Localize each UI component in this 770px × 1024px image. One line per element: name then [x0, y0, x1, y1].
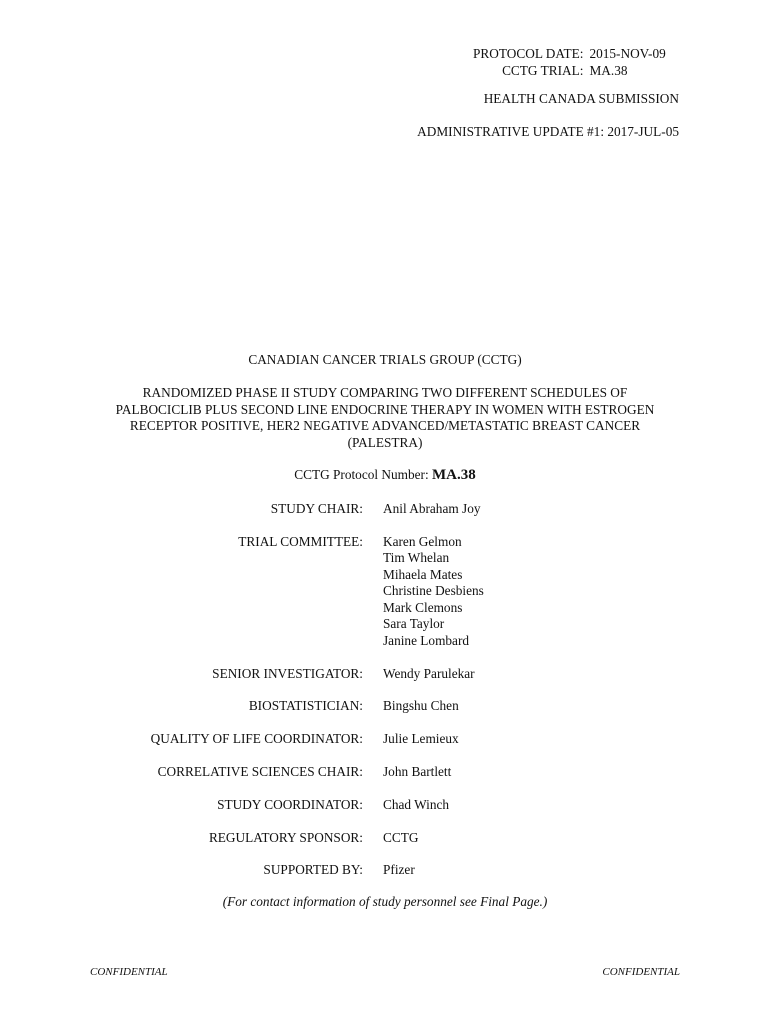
personnel-names — [383, 731, 459, 748]
personnel-row — [0, 666, 770, 683]
personnel-role: REGULATORY SPONSOR: — [208, 829, 363, 845]
personnel-name: Karen Gelmon — [383, 533, 462, 549]
personnel-row — [0, 698, 770, 715]
footer-confidential-left: CONFIDENTIAL — [90, 966, 168, 978]
personnel-row — [0, 731, 770, 748]
protocol-date-label: PROTOCOL DATE: — [473, 46, 584, 61]
personnel-name: Anil Abraham Joy — [383, 501, 481, 516]
personnel-name: Mark Clemons — [383, 599, 463, 615]
study-title-line: (PALESTRA) — [347, 434, 423, 450]
personnel-role: SENIOR INVESTIGATOR: — [212, 665, 363, 681]
personnel-row — [0, 533, 770, 648]
personnel-name: Pfizer — [383, 862, 415, 878]
personnel-name: Janine Lombard — [383, 632, 470, 648]
personnel-role: QUALITY OF LIFE COORDINATOR: — [150, 731, 363, 747]
personnel-name: Julie Lemieux — [383, 731, 459, 747]
protocol-date-value: 2015-NOV-09 — [589, 46, 666, 61]
personnel-names — [383, 764, 451, 781]
study-title-line: RECEPTOR POSITIVE, HER2 NEGATIVE ADVANCED/METASTATIC BREAST CANCER — [129, 418, 641, 433]
personnel-name: Christine Desbiens — [383, 583, 484, 599]
protocol-number-label: CCTG Protocol Number: — [294, 467, 429, 482]
personnel-row — [0, 501, 770, 518]
personnel-names — [383, 862, 415, 879]
contact-note: (For contact information of study personnel see Final Page.) — [222, 894, 548, 909]
personnel-names — [383, 501, 481, 518]
personnel-row — [0, 797, 770, 814]
personnel-role: SUPPORTED BY: — [263, 862, 363, 878]
protocol-date-row — [473, 46, 666, 63]
personnel-role: BIOSTATISTICIAN: — [248, 698, 363, 714]
personnel-name: CCTG — [383, 829, 419, 845]
personnel-role: CORRELATIVE SCIENCES CHAIR: — [157, 764, 363, 779]
personnel-names — [383, 698, 459, 715]
protocol-meta-table — [473, 46, 666, 79]
study-title — [95, 385, 675, 451]
submission-heading: HEALTH CANADA SUBMISSION — [483, 91, 679, 106]
personnel-row — [0, 764, 770, 781]
personnel-name: Sara Taylor — [383, 616, 445, 632]
personnel-names — [383, 534, 484, 650]
organization-name: CANADIAN CANCER TRIALS GROUP (CCTG) — [248, 352, 522, 367]
cctg-trial-value: MA.38 — [589, 62, 628, 78]
footer-confidential-right: CONFIDENTIAL — [602, 966, 680, 978]
personnel-names — [383, 797, 449, 814]
cctg-trial-label: CCTG TRIAL: — [502, 62, 584, 78]
cctg-trial-row — [473, 63, 666, 80]
personnel-name: Chad Winch — [383, 796, 450, 812]
protocol-number-value: MA.38 — [432, 467, 476, 483]
personnel-role: STUDY COORDINATOR: — [217, 796, 363, 812]
study-title-line: RANDOMIZED PHASE II STUDY COMPARING TWO DIFFERENT SCHEDULES OF — [142, 385, 628, 400]
personnel-names — [383, 666, 475, 683]
personnel-name: Wendy Parulekar — [383, 665, 475, 681]
personnel-row — [0, 830, 770, 847]
personnel-names — [383, 830, 418, 847]
personnel-name: Tim Whelan — [383, 550, 450, 566]
personnel-name: Bingshu Chen — [383, 698, 459, 714]
study-title-line: PALBOCICLIB PLUS SECOND LINE ENDOCRINE THERAPY IN WOMEN WITH ESTROGEN — [115, 401, 655, 417]
protocol-number — [0, 467, 770, 484]
personnel-name: John Bartlett — [383, 764, 452, 779]
personnel-name: Mihaela Mates — [383, 566, 463, 582]
personnel-row — [0, 862, 770, 879]
personnel-role: STUDY CHAIR: — [270, 501, 363, 516]
administrative-update: ADMINISTRATIVE UPDATE #1: 2017-JUL-05 — [417, 124, 679, 139]
personnel-role: TRIAL COMMITTEE: — [238, 533, 363, 549]
